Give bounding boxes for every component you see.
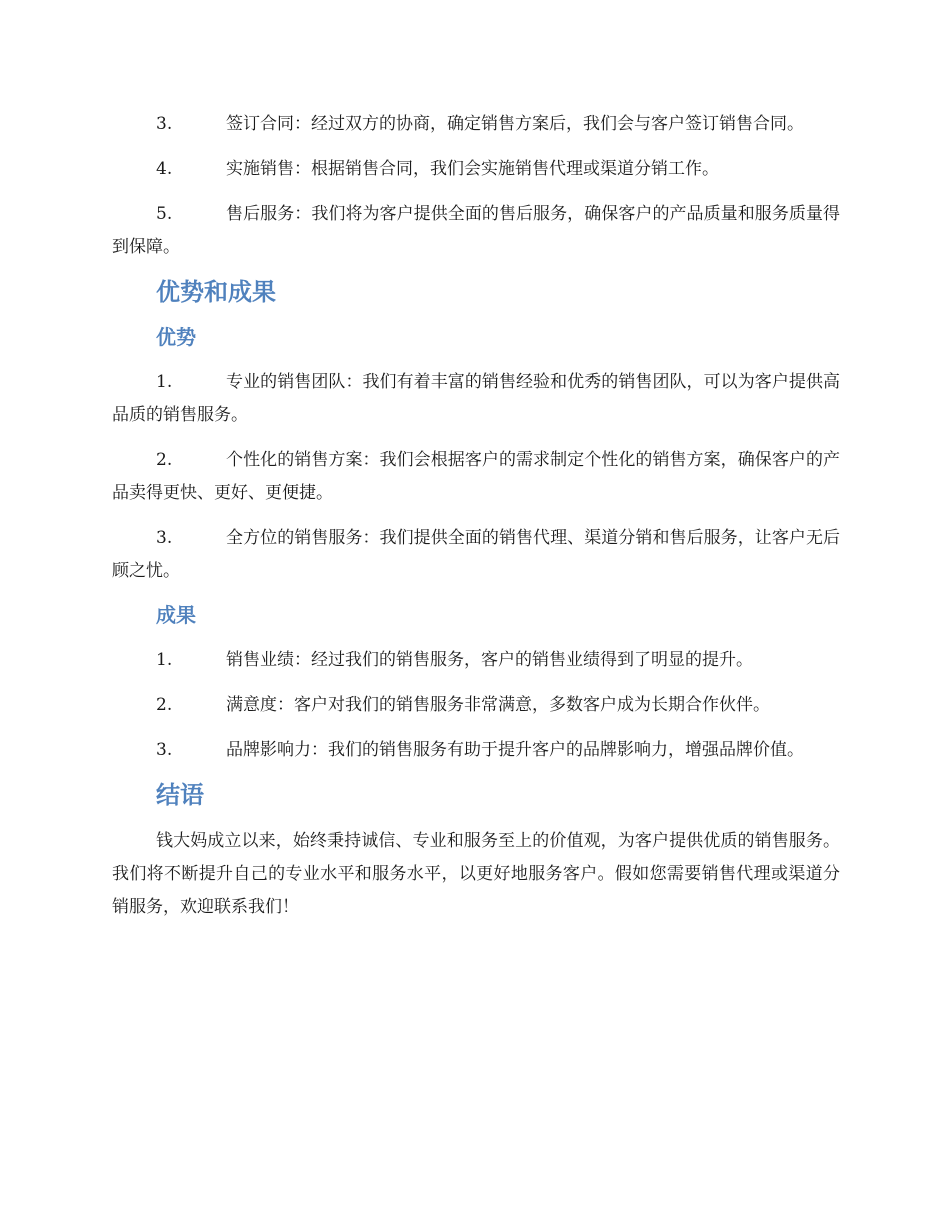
- heading-advantages: 优势: [156, 325, 196, 349]
- result-item-2: [112, 689, 840, 722]
- list-number: 1.: [156, 372, 173, 392]
- list-item-text: 品牌影响力：我们的销售服务有助于提升客户的品牌影响力，增强品牌价值。: [226, 740, 804, 760]
- heading-results: 成果: [156, 603, 196, 627]
- conclusion-paragraph: 钱大妈成立以来，始终秉持诚信、专业和服务至上的价值观，为客户提供优质的销售服务。我们将不断提升自己的专业水平和服务水平，以更好地服务客户。假如您需要销售代理或渠道分销服务，欢迎联系我们！: [112, 831, 840, 917]
- list-item-text: 签订合同：经过双方的协商，确定销售方案后，我们会与客户签订销售合同。: [226, 114, 804, 134]
- heading-conclusion: 结语: [156, 781, 204, 809]
- list-item-text: 实施销售：根据销售合同，我们会实施销售代理或渠道分销工作。: [226, 159, 719, 179]
- list-item-text: 个性化的销售方案：我们会根据客户的需求制定个性化的销售方案，确保客户的产品卖得更快、更好、更便捷。: [112, 450, 840, 503]
- list-item-text: 全方位的销售服务：我们提供全面的销售代理、渠道分销和售后服务，让客户无后顾之忧。: [112, 528, 840, 581]
- list-item-text: 专业的销售团队：我们有着丰富的销售经验和优秀的销售团队，可以为客户提供高品质的销售服务。: [112, 372, 840, 425]
- result-item-3: [112, 734, 840, 767]
- list-item-text: 满意度：客户对我们的销售服务非常满意，多数客户成为长期合作伙伴。: [226, 695, 770, 715]
- list-item-text: 销售业绩：经过我们的销售服务，客户的销售业绩得到了明显的提升。: [226, 650, 753, 670]
- list-number: 3.: [156, 528, 173, 548]
- list-number: 1.: [156, 650, 173, 670]
- process-item-4: [112, 153, 840, 186]
- process-item-5: [112, 198, 840, 264]
- list-number: 4.: [156, 159, 173, 179]
- advantage-item-2: [112, 444, 840, 510]
- list-number: 2.: [156, 450, 173, 470]
- process-item-3: [112, 108, 840, 141]
- heading-advantages-results: 优势和成果: [156, 278, 276, 306]
- result-item-1: [112, 644, 840, 677]
- advantage-item-3: [112, 522, 840, 588]
- list-number: 5.: [156, 204, 173, 224]
- advantage-item-1: [112, 366, 840, 432]
- document-page: [112, 108, 840, 924]
- list-number: 2.: [156, 695, 173, 715]
- list-item-text: 售后服务：我们将为客户提供全面的售后服务，确保客户的产品质量和服务质量得到保障。: [112, 204, 840, 257]
- list-number: 3.: [156, 740, 173, 760]
- list-number: 3.: [156, 114, 173, 134]
